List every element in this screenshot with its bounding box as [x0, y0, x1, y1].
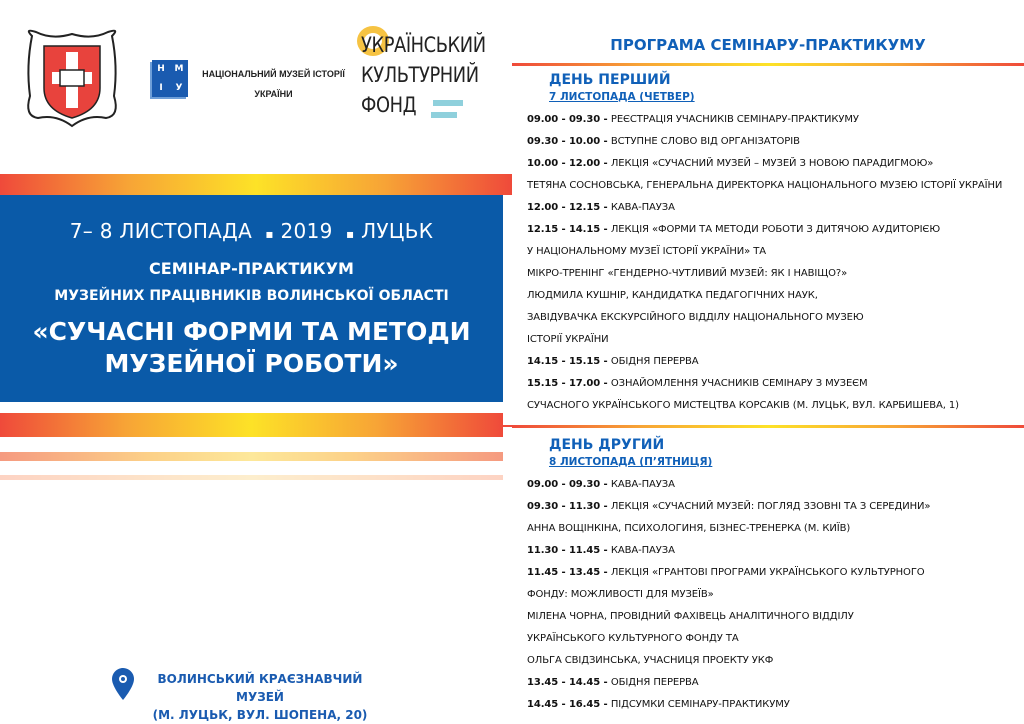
schedule-text: КАВА-ПАУЗА: [610, 545, 675, 556]
schedule-row: [527, 400, 959, 411]
schedule-row: [527, 312, 864, 323]
schedule-row: [527, 589, 714, 600]
schedule-text: ІСТОРІЇ УКРАЇНИ: [527, 334, 609, 345]
event-dates: 7– 8 ЛИСТОПАДА: [69, 219, 253, 243]
schedule-row: [527, 523, 850, 534]
nmiu-logo: [152, 60, 188, 97]
event-banner: [0, 195, 503, 402]
event-dates-line: 7– 8 ЛИСТОПАДА ▪ 2019 ▪ ЛУЦЬК: [69, 219, 434, 243]
decor-stripe: [0, 174, 512, 195]
schedule-row: [527, 655, 773, 666]
schedule-row: [527, 378, 868, 389]
schedule-time: 09.30 - 11.30 -: [527, 501, 611, 512]
schedule-text: ПІДСУМКИ СЕМІНАРУ-ПРАКТИКУМУ: [610, 699, 790, 710]
decor-stripe: [512, 425, 1024, 428]
schedule-text: ТЕТЯНА СОСНОВСЬКА, ГЕНЕРАЛЬНА ДИРЕКТОРКА НАЦІОНАЛЬНОГО МУЗЕЮ ІСТОРІЇ УКРАЇНИ: [527, 180, 1003, 191]
schedule-row: [527, 501, 930, 512]
event-audience: МУЗЕЙНИХ ПРАЦІВНИКІВ ВОЛИНСЬКОЇ ОБЛАСТІ: [54, 288, 449, 304]
schedule-text: ВСТУПНЕ СЛОВО ВІД ОРГАНІЗАТОРІВ: [610, 136, 800, 147]
venue-name: ВОЛИНСЬКИЙ КРАЄЗНАВЧИЙ МУЗЕЙ: [157, 672, 363, 704]
event-year: 2019: [280, 219, 333, 243]
schedule-row: [527, 611, 854, 622]
venue: [140, 670, 380, 724]
schedule-row: [527, 136, 800, 147]
schedule-time: 12.15 - 14.15 -: [527, 224, 611, 235]
schedule-time: 10.00 - 12.00 -: [527, 158, 611, 169]
ukf-line: КУЛЬТУРНИЙ: [361, 63, 479, 87]
schedule-text: ОЗНАЙОМЛЕННЯ УЧАСНИКІВ СЕМІНАРУ З МУЗЕЄМ: [610, 378, 868, 389]
event-title-line: МУЗЕЙНОЇ РОБОТИ»: [104, 349, 399, 378]
schedule-time: 11.45 - 13.45 -: [527, 567, 611, 578]
nmiu-letter: У: [175, 82, 183, 93]
ukf-logo: [355, 26, 495, 126]
schedule-text: ЗАВІДУВАЧКА ЕКСКУРСІЙНОГО ВІДДІЛУ НАЦІОНАЛЬНОГО МУЗЕЮ: [527, 312, 864, 323]
schedule-text: УКРАЇНСЬКОГО КУЛЬТУРНОГО ФОНДУ ТА: [527, 633, 739, 644]
location-pin-icon: [112, 668, 134, 704]
schedule-time: 09.00 - 09.30 -: [527, 114, 611, 125]
schedule-time: 09.00 - 09.30 -: [527, 479, 611, 490]
schedule-time: 11.30 - 11.45 -: [527, 545, 611, 556]
decor-stripe: [0, 452, 503, 461]
schedule-text: МІЛЕНА ЧОРНА, ПРОВІДНИЙ ФАХІВЕЦЬ АНАЛІТИЧНОГО ВІДДІЛУ: [527, 611, 854, 622]
schedule-row: [527, 224, 940, 235]
schedule-text: У НАЦІОНАЛЬНОМУ МУЗЕЇ ІСТОРІЇ УКРАЇНИ» ТА: [527, 246, 767, 257]
schedule-row: [527, 699, 790, 710]
day-heading: ДЕНЬ ДРУГИЙ: [549, 437, 665, 453]
nmiu-name: [196, 64, 351, 104]
schedule-row: [527, 545, 675, 556]
schedule-time: 09.30 - 10.00 -: [527, 136, 611, 147]
day-date: 8 ЛИСТОПАДА (П’ЯТНИЦЯ): [549, 456, 713, 468]
venue-address: (М. ЛУЦЬК, ВУЛ. ШОПЕНА, 20): [152, 708, 368, 722]
decor-stripe: [512, 63, 1024, 66]
schedule-text: ОЛЬГА СВІДЗИНСЬКА, УЧАСНИЦЯ ПРОЕКТУ УКФ: [527, 655, 774, 666]
schedule-text: ЛЮДМИЛА КУШНІР, КАНДИДАТКА ПЕДАГОГІЧНИХ НАУК,: [527, 290, 818, 301]
event-title-line: «СУЧАСНІ ФОРМИ ТА МЕТОДИ: [32, 317, 471, 346]
schedule-row: [527, 633, 739, 644]
ukf-equals-icon: [433, 100, 463, 106]
schedule-text: ЛЕКЦІЯ «ФОРМИ ТА МЕТОДИ РОБОТИ З ДИТЯЧОЮ АУДИТОРІЄЮ: [610, 224, 941, 235]
schedule-text: ЛЕКЦІЯ «СУЧАСНИЙ МУЗЕЙ – МУЗЕЙ З НОВОЮ ПАРАДИГМОЮ»: [610, 158, 934, 169]
schedule-row: [527, 479, 675, 490]
schedule-row: [527, 567, 925, 578]
nmiu-letter: Н: [157, 64, 165, 75]
program-title: ПРОГРАМА СЕМІНАРУ-ПРАКТИКУМУ: [610, 36, 926, 54]
schedule-text: МІКРО-ТРЕНІНГ «ГЕНДЕРНО-ЧУТЛИВИЙ МУЗЕЙ: ЯК І НАВІЩО?»: [527, 268, 848, 279]
schedule-time: 12.00 - 12.15 -: [527, 202, 611, 213]
schedule-row: [527, 158, 933, 169]
schedule-text: АННА ВОЩІНКІНА, ПСИХОЛОГИНЯ, БІЗНЕС-ТРЕНЕРКА (М. КИЇВ): [527, 523, 851, 534]
nmiu-name-line: УКРАЇНИ: [254, 89, 293, 99]
schedule-text: РЕЄСТРАЦІЯ УЧАСНИКІВ СЕМІНАРУ-ПРАКТИКУМУ: [610, 114, 859, 125]
decor-stripe: [0, 413, 503, 437]
schedule-text: СУЧАСНОГО УКРАЇНСЬКОГО МИСТЕЦТВА КОРСАКІВ (М. ЛУЦЬК, ВУЛ. КАРБИШЕВА, 1): [527, 400, 959, 411]
schedule-row: [527, 202, 675, 213]
schedule-text: ОБІДНЯ ПЕРЕРВА: [610, 356, 699, 367]
day-heading: ДЕНЬ ПЕРШИЙ: [549, 72, 671, 88]
schedule-text: ЛЕКЦІЯ «СУЧАСНИЙ МУЗЕЙ: ПОГЛЯД ЗЗОВНІ ТА З СЕРЕДИНИ»: [610, 501, 931, 512]
schedule-row: [527, 268, 847, 279]
event-type: СЕМІНАР-ПРАКТИКУМ: [149, 259, 354, 278]
schedule-time: 14.45 - 16.45 -: [527, 699, 611, 710]
decor-stripe: [0, 475, 503, 480]
nmiu-letter: І: [159, 82, 163, 93]
schedule-text: ФОНДУ: МОЖЛИВОСТІ ДЛЯ МУЗЕЇВ»: [527, 589, 714, 600]
schedule-row: [527, 180, 1002, 191]
schedule-text: ОБІДНЯ ПЕРЕРВА: [610, 677, 699, 688]
schedule-text: КАВА-ПАУЗА: [610, 202, 675, 213]
coat-of-arms-logo: [22, 26, 122, 128]
schedule-text: КАВА-ПАУЗА: [610, 479, 675, 490]
ukf-line: ФОНД: [361, 93, 417, 117]
event-title: [0, 316, 503, 380]
schedule-row: [527, 356, 699, 367]
schedule-row: [527, 114, 859, 125]
schedule-time: 15.15 - 17.00 -: [527, 378, 611, 389]
schedule-row: [527, 677, 699, 688]
nmiu-letter: М: [174, 64, 184, 75]
schedule-row: [527, 334, 609, 345]
schedule-time: 13.45 - 14.45 -: [527, 677, 611, 688]
schedule-time: 14.15 - 15.15 -: [527, 356, 611, 367]
day-date: 7 ЛИСТОПАДА (ЧЕТВЕР): [549, 91, 695, 103]
nmiu-name-line: НАЦІОНАЛЬНИЙ МУЗЕЙ ІСТОРІЇ: [202, 69, 345, 79]
schedule-text: ЛЕКЦІЯ «ГРАНТОВІ ПРОГРАМИ УКРАЇНСЬКОГО КУЛЬТУРНОГО: [610, 567, 925, 578]
event-city: ЛУЦЬК: [361, 219, 434, 243]
schedule-row: [527, 290, 818, 301]
schedule-row: [527, 246, 766, 257]
ukf-line: УКРАЇНСЬКИЙ: [361, 33, 486, 57]
